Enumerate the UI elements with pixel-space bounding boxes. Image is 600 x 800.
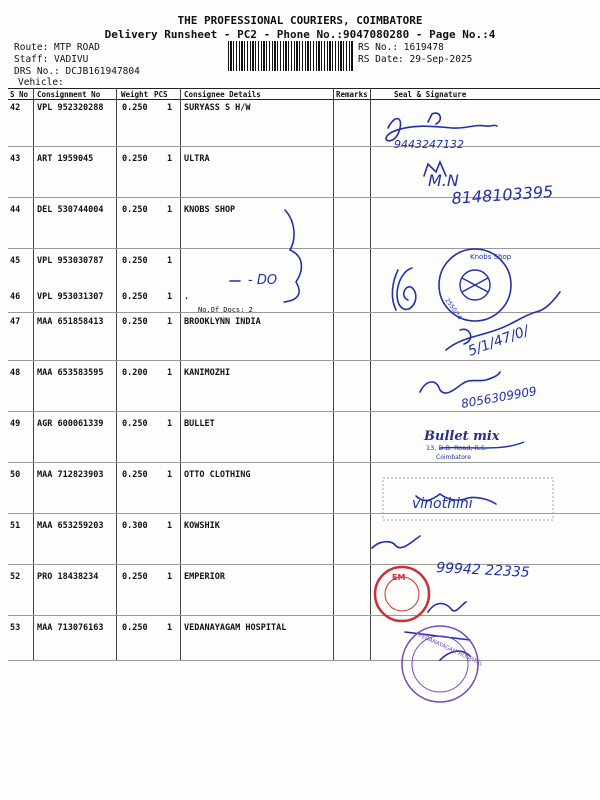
row-consignee: VEDANAYAGAM HOSPITAL — [184, 623, 287, 633]
row-consignment: AGR 600061339 — [37, 419, 104, 429]
row-sno: 48 — [10, 368, 21, 378]
row-pcs: 1 — [167, 368, 173, 378]
row-pcs: 1 — [167, 292, 173, 302]
row-weight: 0.250 — [122, 572, 148, 582]
row-weight: 0.250 — [122, 317, 148, 327]
row-weight: 0.250 — [122, 256, 148, 266]
row-sno: 43 — [10, 154, 21, 164]
row-pcs: 1 — [167, 521, 173, 531]
col-seal: Seal & Signature — [394, 90, 467, 99]
row-pcs: 1 — [167, 419, 173, 429]
row-weight: 0.300 — [122, 521, 148, 531]
row-sno: 51 — [10, 521, 21, 531]
hospital-stamp — [402, 626, 478, 702]
handwritten-date-47: 5/1/47/0/ — [465, 323, 531, 360]
vehicle-label: Vehicle: — [18, 77, 64, 88]
row-pcs: 1 — [167, 623, 173, 633]
rs-date: RS Date: 29-Sep-2025 — [358, 54, 473, 65]
row-consignment: MAA 651858413 — [37, 317, 104, 327]
col-consignment: Consignment No — [37, 90, 101, 99]
row-consignee: BROOKLYNN INDIA — [184, 317, 261, 327]
row-weight: 0.250 — [122, 419, 148, 429]
handwritten-ditto: - DO — [248, 273, 278, 288]
row-pcs: 1 — [167, 470, 173, 480]
rs-number: RS No.: 1619478 — [358, 42, 444, 53]
knobs-stamp-label: Knobs Shop — [470, 253, 512, 261]
row-consignee: OTTO CLOTHING — [184, 470, 251, 480]
company-title: THE PROFESSIONAL COURIERS, COIMBATORE — [177, 14, 423, 27]
row-consignment: MAA 712823903 — [37, 470, 104, 480]
bullet-stamp-address: 13, D.B. Road, R.S. — [426, 444, 488, 452]
row-pcs: 1 — [167, 256, 173, 266]
row-consignment: MAA 653583595 — [37, 368, 104, 378]
row-consignee: ULTRA — [184, 154, 210, 164]
row-consignment: DEL 530744004 — [37, 205, 104, 215]
row-sno: 52 — [10, 572, 21, 582]
row-pcs: 1 — [167, 572, 173, 582]
runsheet-subtitle: Delivery Runsheet - PC2 - Phone No.:9047080280 - Page No.:4 — [104, 28, 496, 41]
row-consignment: PRO 18438234 — [37, 572, 99, 582]
staff-label: Staff: VADIVU — [14, 54, 89, 65]
col-sno: S No — [10, 90, 29, 99]
row-weight: 0.250 — [122, 470, 148, 480]
row-sno: 50 — [10, 470, 21, 480]
route-label: Route: MTP ROAD — [14, 42, 100, 53]
row-weight: 0.200 — [122, 368, 148, 378]
row-sno: 53 — [10, 623, 21, 633]
row-consignment: MAA 653259203 — [37, 521, 104, 531]
row-pcs: 1 — [167, 205, 173, 215]
handwritten-phone-42: 9443247132 — [394, 138, 464, 151]
row-sno: 47 — [10, 317, 21, 327]
row-weight: 0.250 — [122, 205, 148, 215]
knobs-stamp-code: 2550/*4 — [443, 297, 463, 321]
row-pcs: 1 — [167, 103, 173, 113]
bullet-stamp-name: Bullet mix — [424, 429, 500, 444]
row-consignee: SURYASS S H/W — [184, 103, 251, 113]
row-weight: 0.250 — [122, 154, 148, 164]
handwritten-name-43: M.N — [428, 171, 459, 190]
col-remarks: Remarks — [336, 90, 368, 99]
row-sno: 44 — [10, 205, 21, 215]
row-consignment: ART 1959045 — [37, 154, 94, 164]
row-weight: 0.250 — [122, 623, 148, 633]
row-weight: 0.250 — [122, 292, 148, 302]
row-sno: 45 — [10, 256, 21, 266]
row-sno: 49 — [10, 419, 21, 429]
row-consignment: VPL 952320288 — [37, 103, 104, 113]
row-consignment: VPL 953030787 — [37, 256, 104, 266]
row-consignee: BULLET — [184, 419, 215, 429]
handwritten-sign-50: vinothini — [412, 496, 473, 512]
row-consignment: MAA 713076163 — [37, 623, 104, 633]
emperior-stamp-label: EM — [392, 573, 406, 582]
bullet-stamp-city: Coimbatore — [436, 454, 471, 461]
row-sno: 42 — [10, 103, 21, 113]
col-weight: Weight — [121, 90, 149, 99]
docs-count: No.Of Docs: 2 — [198, 306, 253, 314]
drs-label: DRS No.: DCJB161947804 — [14, 66, 140, 77]
row-sno: 46 — [10, 292, 21, 302]
handwritten-phone-52: 99942 22335 — [435, 560, 531, 581]
col-pcs: PCS — [154, 90, 168, 99]
row-weight: 0.250 — [122, 103, 148, 113]
row-consignee: KNOBS SHOP — [184, 205, 236, 215]
row-pcs: 1 — [167, 154, 173, 164]
row-consignee: EMPERIOR — [184, 572, 225, 582]
hospital-stamp-label: VEDANAYAGAM HOSPITAL — [417, 632, 484, 668]
handwritten-phone-43: 8148103395 — [450, 181, 554, 208]
row-pcs: 1 — [167, 317, 173, 327]
handwritten-phone-48: 8056309909 — [460, 383, 538, 411]
row-consignment: VPL 953031307 — [37, 292, 104, 302]
row-consignee: KOWSHIK — [184, 521, 220, 531]
col-consignee: Consignee Details — [184, 90, 261, 99]
row-consignee: . — [184, 292, 190, 302]
row-consignee: KANIMOZHI — [184, 368, 231, 378]
